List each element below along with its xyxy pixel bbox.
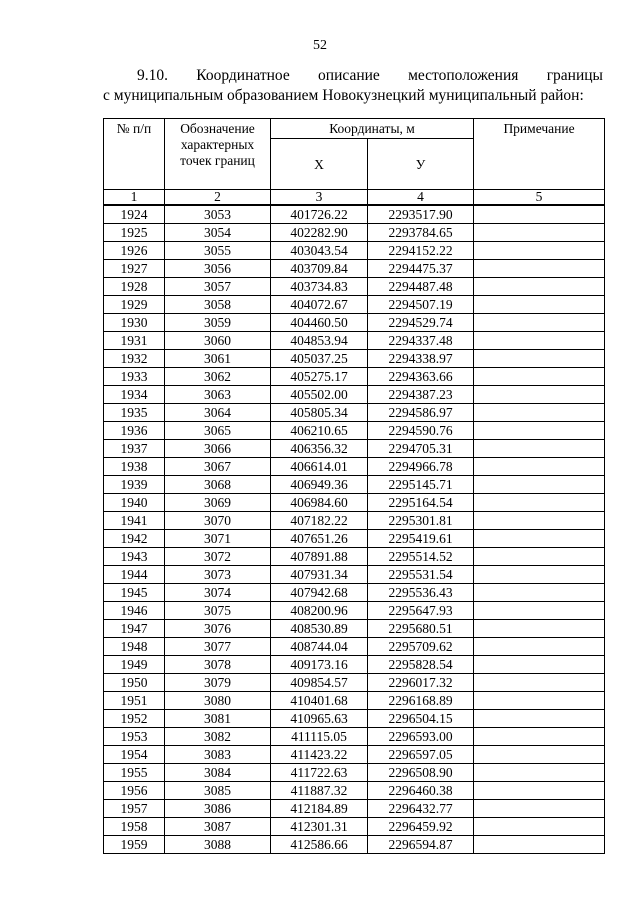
cell-row-number: 1946 bbox=[104, 602, 165, 620]
cell-x: 403709.84 bbox=[271, 260, 368, 278]
cell-x: 411722.63 bbox=[271, 764, 368, 782]
table-row bbox=[104, 602, 605, 620]
cell-note bbox=[474, 764, 605, 782]
cell-x: 404460.50 bbox=[271, 314, 368, 332]
table-row bbox=[104, 494, 605, 512]
cell-row-number: 1930 bbox=[104, 314, 165, 332]
cell-x: 407182.22 bbox=[271, 512, 368, 530]
table-row bbox=[104, 638, 605, 656]
cell-point-designation: 3064 bbox=[165, 404, 271, 422]
cell-y: 2294529.74 bbox=[368, 314, 474, 332]
cell-row-number: 1931 bbox=[104, 332, 165, 350]
cell-x: 403043.54 bbox=[271, 242, 368, 260]
table-row bbox=[104, 368, 605, 386]
cell-x: 407942.68 bbox=[271, 584, 368, 602]
cell-y: 2295301.81 bbox=[368, 512, 474, 530]
cell-x: 406356.32 bbox=[271, 440, 368, 458]
cell-row-number: 1933 bbox=[104, 368, 165, 386]
cell-point-designation: 3084 bbox=[165, 764, 271, 782]
cell-point-designation: 3068 bbox=[165, 476, 271, 494]
cell-x: 405805.34 bbox=[271, 404, 368, 422]
section-number: 9.10. bbox=[137, 67, 168, 84]
cell-note bbox=[474, 584, 605, 602]
cell-x: 407891.88 bbox=[271, 548, 368, 566]
cell-note bbox=[474, 800, 605, 818]
table-row bbox=[104, 260, 605, 278]
cell-y: 2295419.61 bbox=[368, 530, 474, 548]
table-row bbox=[104, 476, 605, 494]
cell-point-designation: 3060 bbox=[165, 332, 271, 350]
cell-note bbox=[474, 242, 605, 260]
cell-point-designation: 3073 bbox=[165, 566, 271, 584]
cell-y: 2294586.97 bbox=[368, 404, 474, 422]
table-row bbox=[104, 386, 605, 404]
cell-row-number: 1938 bbox=[104, 458, 165, 476]
table-row bbox=[104, 530, 605, 548]
table-row bbox=[104, 836, 605, 854]
cell-y: 2296460.38 bbox=[368, 782, 474, 800]
cell-row-number: 1954 bbox=[104, 746, 165, 764]
cell-row-number: 1947 bbox=[104, 620, 165, 638]
cell-y: 2294590.76 bbox=[368, 422, 474, 440]
cell-row-number: 1944 bbox=[104, 566, 165, 584]
cell-note bbox=[474, 782, 605, 800]
cell-x: 406210.65 bbox=[271, 422, 368, 440]
table-row bbox=[104, 764, 605, 782]
cell-x: 410965.63 bbox=[271, 710, 368, 728]
cell-row-number: 1955 bbox=[104, 764, 165, 782]
cell-row-number: 1952 bbox=[104, 710, 165, 728]
cell-x: 402282.90 bbox=[271, 224, 368, 242]
page-number: 52 bbox=[313, 38, 327, 53]
cell-note bbox=[474, 314, 605, 332]
cell-y: 2296459.92 bbox=[368, 818, 474, 836]
cell-note bbox=[474, 350, 605, 368]
cell-note bbox=[474, 638, 605, 656]
column-number: 2 bbox=[165, 190, 271, 206]
cell-x: 411115.05 bbox=[271, 728, 368, 746]
cell-y: 2296504.15 bbox=[368, 710, 474, 728]
cell-row-number: 1925 bbox=[104, 224, 165, 242]
cell-x: 406984.60 bbox=[271, 494, 368, 512]
header-row-number: № п/п bbox=[104, 119, 165, 190]
cell-row-number: 1924 bbox=[104, 205, 165, 224]
table-body bbox=[104, 205, 605, 854]
cell-y: 2296432.77 bbox=[368, 800, 474, 818]
cell-point-designation: 3074 bbox=[165, 584, 271, 602]
table-row bbox=[104, 314, 605, 332]
table-row bbox=[104, 656, 605, 674]
cell-y: 2294507.19 bbox=[368, 296, 474, 314]
cell-y: 2296593.00 bbox=[368, 728, 474, 746]
cell-row-number: 1934 bbox=[104, 386, 165, 404]
cell-note bbox=[474, 440, 605, 458]
cell-row-number: 1932 bbox=[104, 350, 165, 368]
cell-y: 2294152.22 bbox=[368, 242, 474, 260]
cell-x: 401726.22 bbox=[271, 205, 368, 224]
table-row bbox=[104, 440, 605, 458]
cell-note bbox=[474, 368, 605, 386]
cell-x: 403734.83 bbox=[271, 278, 368, 296]
cell-point-designation: 3055 bbox=[165, 242, 271, 260]
cell-note bbox=[474, 205, 605, 224]
cell-y: 2295145.71 bbox=[368, 476, 474, 494]
heading-line-1 bbox=[103, 66, 603, 86]
cell-note bbox=[474, 476, 605, 494]
cell-y: 2294966.78 bbox=[368, 458, 474, 476]
cell-x: 405502.00 bbox=[271, 386, 368, 404]
table-row bbox=[104, 566, 605, 584]
cell-point-designation: 3053 bbox=[165, 205, 271, 224]
table-row bbox=[104, 710, 605, 728]
heading-word: Координатное bbox=[196, 67, 290, 84]
cell-y: 2294363.66 bbox=[368, 368, 474, 386]
cell-note bbox=[474, 566, 605, 584]
cell-x: 406949.36 bbox=[271, 476, 368, 494]
table-row bbox=[104, 548, 605, 566]
cell-note bbox=[474, 260, 605, 278]
cell-note bbox=[474, 404, 605, 422]
cell-note bbox=[474, 386, 605, 404]
table-row bbox=[104, 404, 605, 422]
cell-row-number: 1928 bbox=[104, 278, 165, 296]
cell-note bbox=[474, 728, 605, 746]
cell-point-designation: 3087 bbox=[165, 818, 271, 836]
cell-note bbox=[474, 296, 605, 314]
table-row bbox=[104, 818, 605, 836]
cell-point-designation: 3072 bbox=[165, 548, 271, 566]
cell-row-number: 1927 bbox=[104, 260, 165, 278]
cell-y: 2295828.54 bbox=[368, 656, 474, 674]
cell-point-designation: 3076 bbox=[165, 620, 271, 638]
cell-y: 2295647.93 bbox=[368, 602, 474, 620]
cell-point-designation: 3071 bbox=[165, 530, 271, 548]
cell-row-number: 1953 bbox=[104, 728, 165, 746]
cell-note bbox=[474, 332, 605, 350]
header-x: Х bbox=[271, 139, 368, 190]
cell-point-designation: 3065 bbox=[165, 422, 271, 440]
header-y: У bbox=[368, 139, 474, 190]
table-header-row bbox=[104, 119, 605, 139]
cell-row-number: 1958 bbox=[104, 818, 165, 836]
cell-row-number: 1926 bbox=[104, 242, 165, 260]
cell-note bbox=[474, 818, 605, 836]
cell-y: 2295536.43 bbox=[368, 584, 474, 602]
cell-x: 412184.89 bbox=[271, 800, 368, 818]
cell-point-designation: 3057 bbox=[165, 278, 271, 296]
cell-note bbox=[474, 530, 605, 548]
cell-x: 409854.57 bbox=[271, 674, 368, 692]
table-row bbox=[104, 512, 605, 530]
cell-note bbox=[474, 746, 605, 764]
cell-x: 407931.34 bbox=[271, 566, 368, 584]
cell-row-number: 1951 bbox=[104, 692, 165, 710]
cell-row-number: 1929 bbox=[104, 296, 165, 314]
cell-note bbox=[474, 836, 605, 854]
cell-y: 2294387.23 bbox=[368, 386, 474, 404]
cell-row-number: 1943 bbox=[104, 548, 165, 566]
cell-row-number: 1939 bbox=[104, 476, 165, 494]
cell-point-designation: 3056 bbox=[165, 260, 271, 278]
cell-y: 2296594.87 bbox=[368, 836, 474, 854]
cell-point-designation: 3066 bbox=[165, 440, 271, 458]
cell-x: 408200.96 bbox=[271, 602, 368, 620]
cell-row-number: 1937 bbox=[104, 440, 165, 458]
cell-x: 412586.66 bbox=[271, 836, 368, 854]
cell-x: 404072.67 bbox=[271, 296, 368, 314]
cell-note bbox=[474, 692, 605, 710]
table-row bbox=[104, 242, 605, 260]
column-number: 3 bbox=[271, 190, 368, 206]
cell-x: 405037.25 bbox=[271, 350, 368, 368]
cell-y: 2293517.90 bbox=[368, 205, 474, 224]
cell-point-designation: 3079 bbox=[165, 674, 271, 692]
cell-point-designation: 3075 bbox=[165, 602, 271, 620]
cell-note bbox=[474, 458, 605, 476]
cell-point-designation: 3058 bbox=[165, 296, 271, 314]
table-row bbox=[104, 728, 605, 746]
cell-point-designation: 3069 bbox=[165, 494, 271, 512]
cell-y: 2295164.54 bbox=[368, 494, 474, 512]
cell-note bbox=[474, 224, 605, 242]
table-row bbox=[104, 584, 605, 602]
cell-y: 2293784.65 bbox=[368, 224, 474, 242]
cell-point-designation: 3059 bbox=[165, 314, 271, 332]
table-row bbox=[104, 278, 605, 296]
cell-x: 412301.31 bbox=[271, 818, 368, 836]
cell-note bbox=[474, 656, 605, 674]
cell-y: 2294337.48 bbox=[368, 332, 474, 350]
table-row bbox=[104, 800, 605, 818]
cell-y: 2294705.31 bbox=[368, 440, 474, 458]
heading-word: местоположения bbox=[408, 67, 519, 84]
cell-row-number: 1957 bbox=[104, 800, 165, 818]
cell-row-number: 1935 bbox=[104, 404, 165, 422]
coordinates-table bbox=[103, 118, 605, 854]
table-row bbox=[104, 674, 605, 692]
cell-x: 410401.68 bbox=[271, 692, 368, 710]
cell-row-number: 1942 bbox=[104, 530, 165, 548]
table-row bbox=[104, 692, 605, 710]
column-number: 1 bbox=[104, 190, 165, 206]
cell-y: 2295531.54 bbox=[368, 566, 474, 584]
header-coordinates: Координаты, м bbox=[271, 119, 474, 139]
cell-y: 2296508.90 bbox=[368, 764, 474, 782]
cell-point-designation: 3062 bbox=[165, 368, 271, 386]
cell-note bbox=[474, 548, 605, 566]
column-number: 5 bbox=[474, 190, 605, 206]
cell-point-designation: 3082 bbox=[165, 728, 271, 746]
cell-point-designation: 3083 bbox=[165, 746, 271, 764]
cell-x: 407651.26 bbox=[271, 530, 368, 548]
cell-y: 2296597.05 bbox=[368, 746, 474, 764]
cell-point-designation: 3077 bbox=[165, 638, 271, 656]
cell-x: 409173.16 bbox=[271, 656, 368, 674]
cell-row-number: 1949 bbox=[104, 656, 165, 674]
cell-y: 2294338.97 bbox=[368, 350, 474, 368]
cell-point-designation: 3080 bbox=[165, 692, 271, 710]
cell-y: 2295680.51 bbox=[368, 620, 474, 638]
cell-x: 411423.22 bbox=[271, 746, 368, 764]
cell-y: 2295709.62 bbox=[368, 638, 474, 656]
heading-word: границы bbox=[546, 67, 603, 84]
cell-note bbox=[474, 494, 605, 512]
cell-y: 2294475.37 bbox=[368, 260, 474, 278]
cell-note bbox=[474, 512, 605, 530]
cell-row-number: 1950 bbox=[104, 674, 165, 692]
cell-point-designation: 3054 bbox=[165, 224, 271, 242]
cell-x: 405275.17 bbox=[271, 368, 368, 386]
table-row bbox=[104, 746, 605, 764]
table-row bbox=[104, 350, 605, 368]
cell-x: 406614.01 bbox=[271, 458, 368, 476]
header-point-designation: Обозначение характерных точек границ bbox=[165, 119, 271, 190]
cell-note bbox=[474, 422, 605, 440]
cell-x: 411887.32 bbox=[271, 782, 368, 800]
cell-x: 408744.04 bbox=[271, 638, 368, 656]
column-number: 4 bbox=[368, 190, 474, 206]
cell-note bbox=[474, 674, 605, 692]
cell-row-number: 1959 bbox=[104, 836, 165, 854]
cell-point-designation: 3081 bbox=[165, 710, 271, 728]
cell-x: 408530.89 bbox=[271, 620, 368, 638]
cell-point-designation: 3063 bbox=[165, 386, 271, 404]
table-row bbox=[104, 205, 605, 224]
cell-row-number: 1956 bbox=[104, 782, 165, 800]
cell-y: 2295514.52 bbox=[368, 548, 474, 566]
column-number-row bbox=[104, 190, 605, 206]
header-note: Примечание bbox=[474, 119, 605, 190]
cell-note bbox=[474, 620, 605, 638]
table-row bbox=[104, 620, 605, 638]
cell-point-designation: 3070 bbox=[165, 512, 271, 530]
cell-y: 2294487.48 bbox=[368, 278, 474, 296]
cell-note bbox=[474, 278, 605, 296]
table-row bbox=[104, 332, 605, 350]
table-row bbox=[104, 458, 605, 476]
table-row bbox=[104, 782, 605, 800]
cell-row-number: 1945 bbox=[104, 584, 165, 602]
cell-x: 404853.94 bbox=[271, 332, 368, 350]
cell-point-designation: 3086 bbox=[165, 800, 271, 818]
heading-line-2: с муниципальным образованием Новокузнецкий муниципальный район: bbox=[103, 87, 584, 104]
table-row bbox=[104, 296, 605, 314]
cell-y: 2296017.32 bbox=[368, 674, 474, 692]
cell-row-number: 1936 bbox=[104, 422, 165, 440]
table-row bbox=[104, 422, 605, 440]
cell-point-designation: 3085 bbox=[165, 782, 271, 800]
cell-y: 2296168.89 bbox=[368, 692, 474, 710]
cell-note bbox=[474, 602, 605, 620]
cell-row-number: 1940 bbox=[104, 494, 165, 512]
section-heading bbox=[103, 66, 603, 106]
cell-point-designation: 3061 bbox=[165, 350, 271, 368]
cell-row-number: 1948 bbox=[104, 638, 165, 656]
cell-row-number: 1941 bbox=[104, 512, 165, 530]
heading-word: описание bbox=[318, 67, 380, 84]
cell-note bbox=[474, 710, 605, 728]
cell-point-designation: 3078 bbox=[165, 656, 271, 674]
table-row bbox=[104, 224, 605, 242]
cell-point-designation: 3067 bbox=[165, 458, 271, 476]
cell-point-designation: 3088 bbox=[165, 836, 271, 854]
